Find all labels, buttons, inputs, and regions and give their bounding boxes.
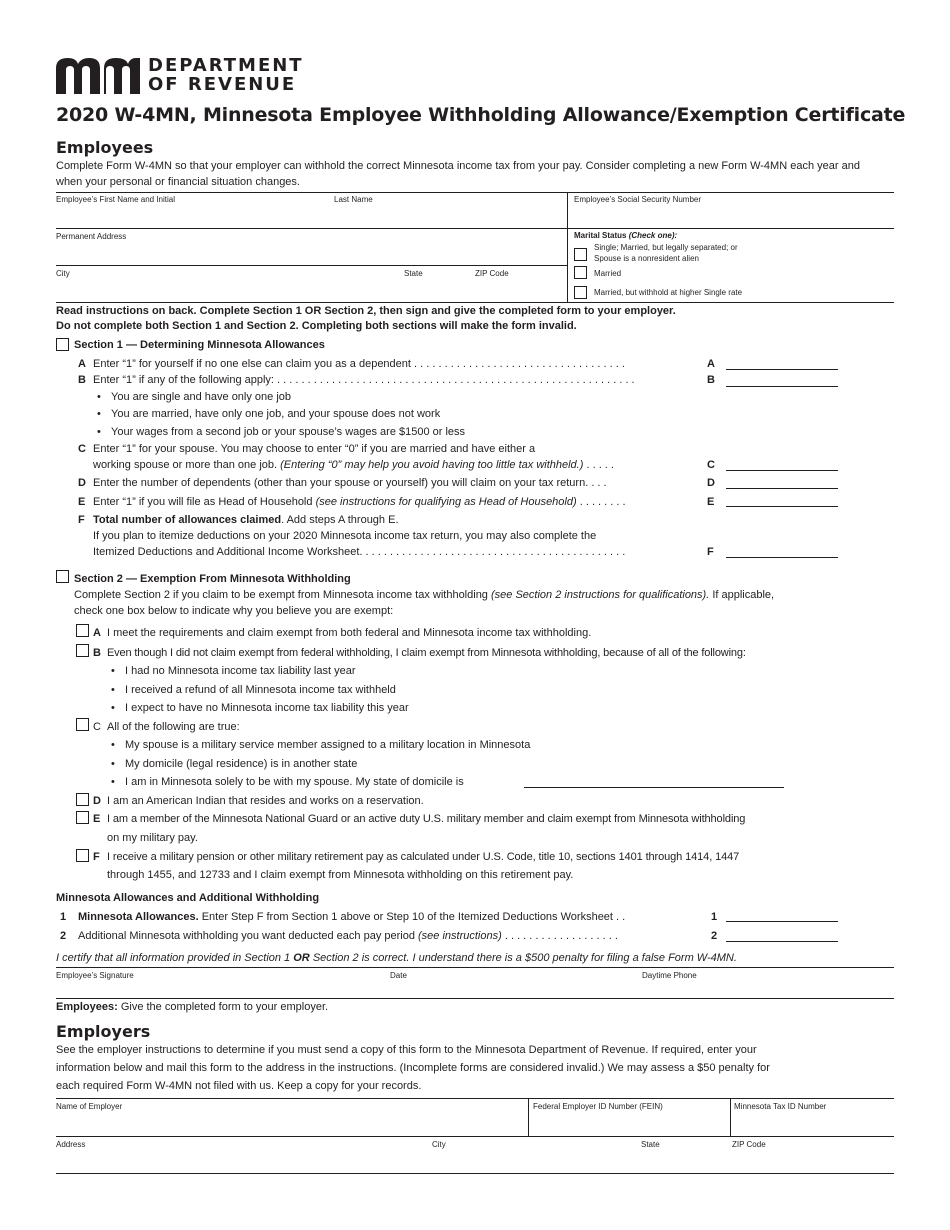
s2-b-bullet: • I had no Minnesota income tax liability last year: [125, 665, 356, 677]
s1-answer-f[interactable]: [726, 557, 838, 558]
s2-line-f1: I receive a military pension or other military retirement pay as calculated under U.S. Code, title 10, sections 1401 through 1414, 1447: [107, 851, 740, 863]
s1-line-e-italic: (see instructions for qualifying as Head of Household): [315, 496, 577, 508]
s1-line-e-dots: . . . . . . . .: [579, 496, 626, 508]
line1-answer-number: 1: [711, 911, 718, 923]
s1-b-bullet: • You are single and have only one job: [111, 391, 291, 403]
signature-field[interactable]: [56, 968, 390, 998]
domicile-state-input[interactable]: [524, 787, 784, 788]
city-label: City: [56, 269, 70, 278]
employer-name-field[interactable]: [56, 1099, 526, 1135]
marital-status: [568, 229, 894, 301]
line2-answer-number: 2: [711, 930, 718, 942]
city-field[interactable]: [56, 266, 402, 300]
s2-intro: Complete Section 2 if you claim to be exempt from Minnesota income tax withholding: [74, 589, 488, 601]
s2-letter-d: D: [93, 795, 101, 807]
employer-city-field[interactable]: [432, 1137, 640, 1173]
signature-label: Employee’s Signature: [56, 971, 134, 980]
s1-answer-b[interactable]: [726, 386, 838, 387]
line1-number: 1: [60, 911, 67, 923]
s2-d-checkbox[interactable]: [76, 793, 89, 806]
certify-or: OR: [293, 952, 310, 964]
s1-answer-d[interactable]: [726, 488, 838, 489]
mn-logo-icon: [56, 56, 140, 94]
s1-answer-c[interactable]: [726, 470, 838, 471]
employer-zip-field[interactable]: [732, 1137, 894, 1173]
marital-option-nonresident: Spouse is a nonresident alien: [594, 254, 699, 263]
s2-c-bullet: • My domicile (legal residence) is in another state: [125, 758, 357, 770]
s1-letter-d: D: [78, 477, 86, 489]
check-one-label: (Check one):: [628, 231, 678, 240]
s2-b-bullet: • I expect to have no Minnesota income tax liability this year: [125, 702, 409, 714]
instructions-line-2: Do not complete both Section 1 and Section 2. Completing both sections will make the form invalid.: [56, 320, 577, 332]
s2-intro-2: check one box below to indicate why you believe you are exempt:: [74, 605, 394, 617]
line2-answer[interactable]: [726, 941, 838, 942]
s2-line-a: I meet the requirements and claim exempt from both federal and Minnesota income tax withholding.: [107, 627, 592, 639]
line2-italic: (see instructions): [418, 930, 502, 942]
employer-name-label: Name of Employer: [56, 1102, 123, 1111]
marital-option-married: Married: [594, 269, 622, 278]
fein-label: Federal Employer ID Number (FEIN): [533, 1102, 663, 1111]
marital-option-single: Single; Married, but legally separated; or: [594, 243, 738, 252]
employer-city-label: City: [432, 1140, 446, 1149]
s1-line-e: Enter “1” if you will file as Head of Household: [93, 496, 313, 508]
state-field[interactable]: [403, 266, 473, 300]
s1-answer-e[interactable]: [726, 506, 838, 507]
mn-tax-id-label: Minnesota Tax ID Number: [734, 1102, 827, 1111]
s1-line-f-bold: Total number of allowances claimed: [93, 514, 282, 526]
give-form-bold: Employees:: [56, 1001, 118, 1013]
s2-b-bullet: • I received a refund of all Minnesota income tax withheld: [125, 684, 396, 696]
section1-checkbox[interactable]: [56, 338, 69, 351]
line1-answer[interactable]: [726, 921, 838, 922]
employer-address-field[interactable]: [56, 1137, 430, 1173]
s2-line-e2: on my military pay.: [107, 832, 198, 844]
marital-label: Marital Status: [574, 231, 627, 240]
allowances-heading: Minnesota Allowances and Additional Withholding: [56, 892, 320, 904]
form-title: 2020 W-4MN, Minnesota Employee Withholding Allowance/Exemption Certificate: [56, 104, 906, 126]
s2-line-e1: I am a member of the Minnesota National Guard or an active duty U.S. military member and claim exempt from Minnesota withholding: [107, 813, 746, 825]
s1-line-c1: Enter “1” for your spouse. You may choose to enter “0” if you are married and have either a: [93, 443, 536, 455]
line2-number: 2: [60, 930, 67, 942]
address-field[interactable]: [56, 229, 566, 265]
employer-zip-label: ZIP Code: [732, 1140, 766, 1149]
date-label: Date: [390, 971, 407, 980]
phone-label: Daytime Phone: [642, 971, 697, 980]
s2-letter-f: F: [93, 851, 100, 863]
marital-higher-single-checkbox[interactable]: [574, 286, 587, 299]
marital-option-higher-single: Married, but withhold at higher Single rate: [594, 288, 743, 297]
address-label: Permanent Address: [56, 232, 127, 241]
state-label: State: [404, 269, 423, 278]
employees-heading: Employees: [56, 138, 154, 157]
s2-c-bullet: • I am in Minnesota solely to be with my spouse. My state of domicile is: [125, 776, 464, 788]
certify-text-a: I certify that all information provided in Section 1: [56, 952, 291, 964]
line2-dots: . . . . . . . . . . . . . . . . . . .: [504, 930, 618, 942]
employers-heading: Employers: [56, 1022, 151, 1041]
s1-line-f3: Itemized Deductions and Additional Income Worksheet. . . . . . . . . . . . . . . . . . . . . . . . . . . . . . . . . . . . . . . . . . . .: [93, 546, 626, 558]
zip-field[interactable]: [474, 266, 566, 300]
ssn-label: Employee’s Social Security Number: [574, 195, 702, 204]
employers-text-1: See the employer instructions to determine if you must send a copy of this form to the Minnesota Department of Revenue. If required, enter your: [56, 1044, 757, 1056]
employer-address-label: Address: [56, 1140, 86, 1149]
section2-checkbox[interactable]: [56, 570, 69, 583]
marital-single-checkbox[interactable]: [574, 248, 587, 261]
s2-a-checkbox[interactable]: [76, 624, 89, 637]
employers-text-2: information below and mail this form to the address in the instructions. (Incomplete forms are considered invalid.) We may assess a $50 penalty for: [56, 1062, 770, 1074]
last-name-label: Last Name: [334, 195, 373, 204]
s1-line-c2: working spouse or more than one job.: [93, 459, 278, 471]
zip-label: ZIP Code: [475, 269, 509, 278]
mn-tax-id-field[interactable]: [731, 1099, 894, 1135]
s2-e-checkbox[interactable]: [76, 811, 89, 824]
s2-b-checkbox[interactable]: [76, 644, 89, 657]
s1-letter-f: F: [78, 514, 85, 526]
s2-intro-italic: (see Section 2 instructions for qualifications).: [491, 589, 710, 601]
line1-bold: Minnesota Allowances.: [78, 911, 199, 923]
s2-f-checkbox[interactable]: [76, 849, 89, 862]
s1-letter-b: B: [78, 374, 86, 386]
s1-letter-e: E: [78, 496, 86, 508]
s1-line-d: Enter the number of dependents (other than your spouse or yourself) you will claim on your tax return. . . .: [93, 477, 607, 489]
first-name-field[interactable]: [56, 193, 334, 227]
s1-letter-a: A: [78, 358, 86, 370]
certify-text-b: Section 2 is correct. I understand there is a $500 penalty for filing a false Form W-4MN.: [312, 952, 737, 964]
first-name-label: Employee’s First Name and Initial: [56, 195, 176, 204]
employees-intro: Complete Form W-4MN so that your employer can withhold the correct Minnesota income tax from your pay. Consider completing a new Form W-4MN each year and when your personal or financial situation changes.: [56, 160, 860, 188]
s1-letter-c: C: [78, 443, 86, 455]
marital-married-checkbox[interactable]: [574, 266, 587, 279]
line1-text: Enter Step F from Section 1 above or Step 10 of the Itemized Deductions Worksheet . .: [201, 911, 626, 923]
fein-field[interactable]: [529, 1099, 729, 1135]
s2-intro-end: If applicable,: [712, 589, 775, 601]
s1-line-f2: If you plan to itemize deductions on your 2020 Minnesota income tax return, you may also complete the: [93, 530, 597, 542]
s1-line-b: Enter “1” if any of the following apply: . . . . . . . . . . . . . . . . . . . . . . . . . . . . . . . . . . . . . . . . . . . . . . . . . . . . . . . . . . .: [93, 374, 635, 386]
phone-field[interactable]: [642, 968, 894, 998]
s2-letter-c: C: [93, 721, 101, 733]
last-name-field[interactable]: [334, 193, 566, 227]
section2-title: Section 2 — Exemption From Minnesota Withholding: [74, 573, 351, 585]
give-form-text: Give the completed form to your employer.: [120, 1001, 329, 1013]
s1-answer-letter-c: C: [707, 459, 715, 471]
employers-text-3: each required Form W-4MN not filed with us. Keep a copy for your records.: [56, 1080, 422, 1092]
s2-letter-e: E: [93, 813, 101, 825]
s1-line-c2-italic: (Entering “0” may help you avoid having too little tax withheld.): [280, 459, 584, 471]
instructions-line-1: Read instructions on back. Complete Section 1 OR Section 2, then sign and give the completed form to your employer.: [56, 305, 676, 317]
mn-revenue-logo: [56, 54, 304, 96]
s2-letter-b: B: [93, 647, 101, 659]
s1-answer-letter-b: B: [707, 374, 715, 386]
s1-line-c2-dots: . . . . .: [586, 459, 614, 471]
s1-answer-letter-a: A: [707, 358, 715, 370]
s1-b-bullet: • Your wages from a second job or your spouse’s wages are $1500 or less: [111, 426, 465, 438]
s2-c-bullet: • My spouse is a military service member assigned to a military location in Minnesota: [125, 739, 530, 751]
s2-line-c: All of the following are true:: [107, 721, 240, 733]
dept-line-2: OF REVENUE: [148, 74, 297, 95]
s1-line-a: Enter “1” for yourself if no one else can claim you as a dependent . . . . . . . . . . . . . . . . . . . . . . . . . . . . . . . . . . .: [93, 358, 625, 370]
s1-line-f: . Add steps A through E.: [281, 514, 399, 526]
s1-b-bullet: • You are married, have only one job, and your spouse does not work: [111, 408, 440, 420]
s1-answer-letter-d: D: [707, 477, 715, 489]
employer-state-field[interactable]: [641, 1137, 731, 1173]
employer-state-label: State: [641, 1140, 660, 1149]
s2-letter-a: A: [93, 627, 101, 639]
date-field[interactable]: [390, 968, 642, 998]
line2-text: Additional Minnesota withholding you want deducted each pay period: [78, 930, 415, 942]
s2-c-checkbox[interactable]: [76, 718, 89, 731]
s2-line-f2: through 1455, and 12733 and I claim exempt from Minnesota withholding on this retirement pay.: [107, 869, 574, 881]
section1-title: Section 1 — Determining Minnesota Allowances: [74, 339, 325, 351]
s1-answer-a[interactable]: [726, 369, 838, 370]
s2-line-b: Even though I did not claim exempt from federal withholding, I claim exempt from Minnesota withholding, because of all of the following:: [107, 647, 746, 659]
s1-answer-letter-e: E: [707, 496, 715, 508]
ssn-field[interactable]: [568, 193, 894, 227]
s2-line-d: I am an American Indian that resides and works on a reservation.: [107, 795, 424, 807]
dept-line-1: DEPARTMENT: [148, 55, 304, 76]
s1-answer-letter-f: F: [707, 546, 714, 558]
